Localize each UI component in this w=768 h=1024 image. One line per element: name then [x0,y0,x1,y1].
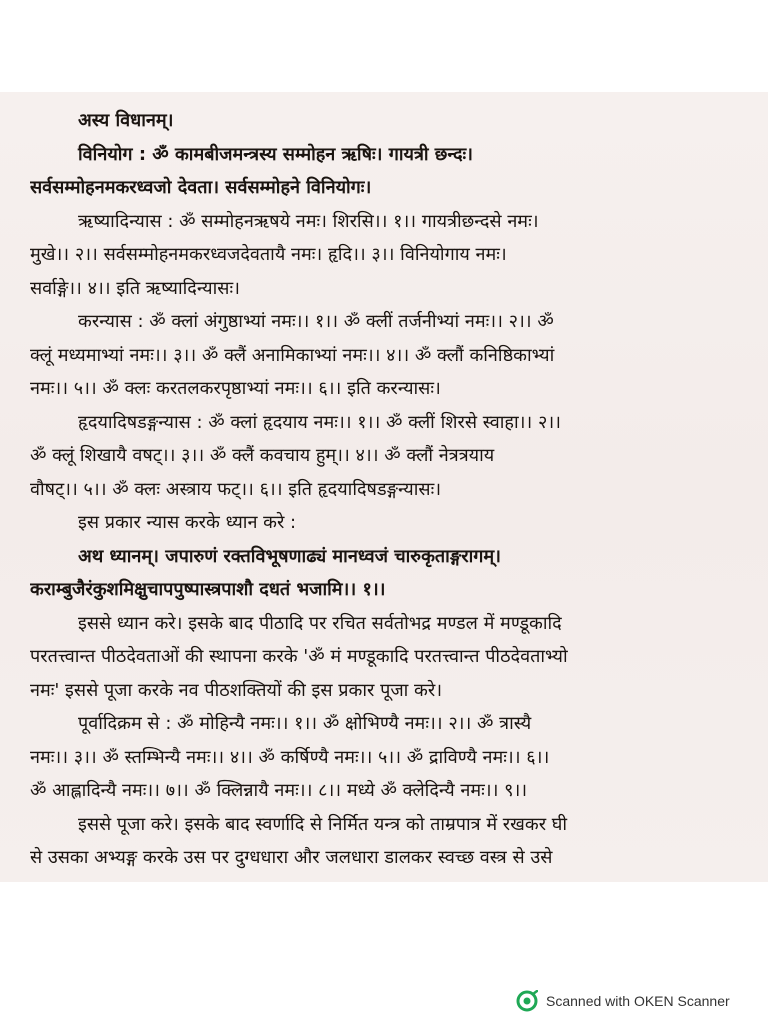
text-line: क्लूं मध्यमाभ्यां नमः।। ३।। ॐ क्लैं अनामिकाभ्यां नमः।। ४।। ॐ क्लौं कनिष्ठिकाभ्यां [30,344,555,366]
text-line: से उसका अभ्यङ्ग करके उस पर दुग्धधारा और जलधारा डालकर स्वच्छ वस्त्र से उसे [30,847,553,868]
text-line: नमः' इससे पूजा करके नव पीठशक्तियों की इस प्रकार पूजा करे। [30,679,443,701]
text-line: सर्वाङ्गे।। ४।। इति ऋष्यादिन्यासः। [30,277,240,299]
text-line: इससे पूजा करे। इसके बाद स्वर्णादि से निर्मित यन्त्र को ताम्रपात्र में रखकर घी [78,813,568,835]
text-line: इससे ध्यान करे। इसके बाद पीठादि पर रचित सर्वतोभद्र मण्डल में मण्डूकादि [78,612,562,634]
oken-scanner-logo-icon [516,990,538,1012]
text-line: विनियोग : ॐ कामबीजमन्त्रस्य सम्मोहन ऋषिः। गायत्री छन्दः। [78,143,474,165]
text-line: हृदयादिषडङ्गन्यास : ॐ क्लां हृदयाय नमः।। १।। ॐ क्लीं शिरसे स्वाहा।। २।। [78,411,561,433]
text-line: परतत्त्वान्त पीठदेवताओं की स्थापना करके 'ॐ मं मण्डूकादि परतत्त्वान्त पीठदेवताभ्यो [30,646,568,667]
text-line: ॐ क्लूं शिखायै वषट्।। ३।। ॐ क्लैं कवचाय हुम्।। ४।। ॐ क्लौं नेत्रत्रयाय [30,445,495,466]
text-line: नमः।। ५।। ॐ क्लः करतलकरपृष्ठाभ्यां नमः।। ६।। इति करन्यासः। [30,378,441,399]
text-line: इस प्रकार न्यास करके ध्यान करे : [78,512,297,533]
text-line: करन्यास : ॐ क्लां अंगुष्ठाभ्यां नमः।। १।। ॐ क्लीं तर्जनीभ्यां नमः।। २।। ॐ [78,311,554,332]
text-line: पूर्वादिक्रम से : ॐ मोहिन्यै नमः।। १।। ॐ क्षोभिण्यै नमः।। २।। ॐ त्रास्यै [78,713,532,734]
text-line: ऋष्यादिन्यास : ॐ सम्मोहनऋषये नमः। शिरसि।। १।। गायत्रीछन्दसे नमः। [78,210,539,232]
text-line: ॐ आह्लादिन्यै नमः।। ७।। ॐ क्लिन्नायै नमः।। ८।। मध्ये ॐ क्लेदिन्यै नमः।। ९।। [30,780,528,801]
text-line: अस्य विधानम्। [78,110,174,131]
watermark-text: Scanned with OKEN Scanner [546,993,730,1009]
text-line: कराम्बुजैरंकुशमिक्षुचापपुष्पास्त्रपाशौ दधतं भजामि।। १।। [30,579,386,600]
scanner-watermark [516,990,730,1012]
document-text [30,104,748,875]
text-line: अथ ध्यानम्। जपारुणं रक्तविभूषणाढ्यं मानध्वजं चारुकृताङ्गरागम्। [78,545,501,567]
text-line: सर्वसम्मोहनमकरध्वजो देवता। सर्वसम्मोहने विनियोगः। [30,177,372,198]
text-line: मुखे।। २।। सर्वसम्मोहनमकरध्वजदेवतायै नमः। हृदि।। ३।। विनियोगाय नमः। [30,244,507,265]
text-line: वौषट्।। ५।। ॐ क्लः अस्त्राय फट्।। ६।। इति हृदयादिषडङ्गन्यासः। [30,478,442,500]
text-line: नमः।। ३।। ॐ स्तम्भिन्यै नमः।। ४।। ॐ कर्षिण्यै नमः।। ५।। ॐ द्राविण्यै नमः।। ६।। [30,746,550,768]
